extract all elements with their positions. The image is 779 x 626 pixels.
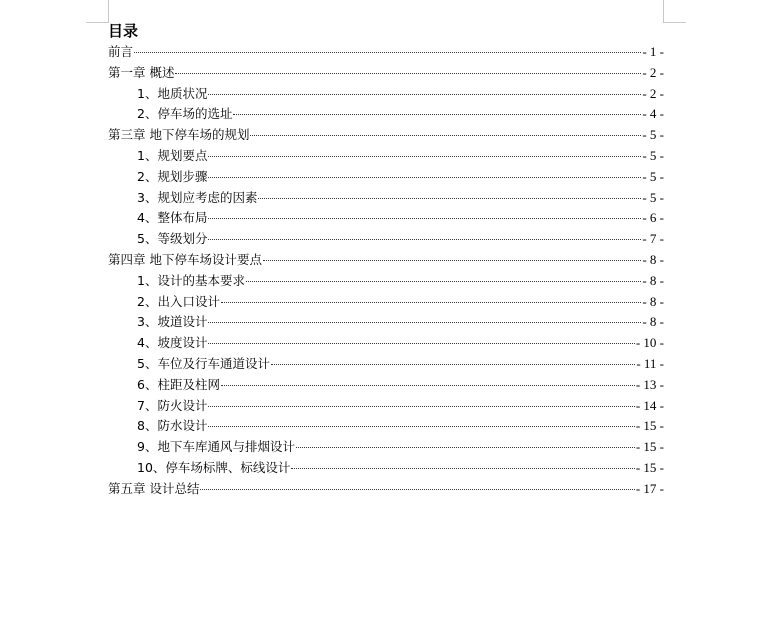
toc-entry-page-number: - 6 - xyxy=(642,210,664,226)
toc-entry-label: 2、停车场的选址 xyxy=(137,106,233,122)
toc-entry-section[interactable] xyxy=(108,84,664,105)
toc-entry-section[interactable] xyxy=(108,229,664,250)
toc-entry-page-number: - 5 - xyxy=(642,189,664,205)
dot-leader xyxy=(200,489,634,490)
dot-leader xyxy=(134,52,641,53)
dot-leader xyxy=(250,135,641,136)
toc-list xyxy=(108,42,664,500)
toc-entry-page-number: - 5 - xyxy=(642,147,664,163)
toc-entry-section[interactable] xyxy=(108,333,664,354)
toc-entry-label: 4、整体布局 xyxy=(137,210,208,226)
toc-entry-section[interactable] xyxy=(108,416,664,437)
toc-title: 目录 xyxy=(108,22,139,40)
toc-entry-page-number: - 2 - xyxy=(642,85,664,101)
toc-entry-label: 第一章 概述 xyxy=(108,64,175,80)
dot-leader xyxy=(221,385,635,386)
toc-entry-label: 3、规划应考虑的因素 xyxy=(137,189,258,205)
toc-entry-label: 前言 xyxy=(108,44,134,59)
toc-entry-label: 第四章 地下停车场设计要点 xyxy=(108,251,262,267)
toc-entry-page-number: - 8 - xyxy=(642,251,664,267)
toc-entry-page-number: - 1 - xyxy=(642,44,664,59)
dot-leader xyxy=(208,218,641,219)
toc-entry-label: 5、等级划分 xyxy=(137,231,208,247)
toc-entry-page-number: - 8 - xyxy=(642,293,664,309)
toc-entry-label: 4、坡度设计 xyxy=(137,335,208,351)
dot-leader xyxy=(258,198,641,199)
dot-leader xyxy=(208,426,634,427)
page-margin-corner-left xyxy=(86,0,109,23)
toc-entry-page-number: - 11 - xyxy=(636,355,664,371)
toc-entry-section[interactable] xyxy=(108,396,664,417)
toc-entry-section[interactable] xyxy=(108,188,664,209)
toc-entry-label: 10、停车场标牌、标线设计 xyxy=(137,459,291,475)
toc-entry-label: 第三章 地下停车场的规划 xyxy=(108,127,250,143)
toc-entry-label: 6、柱距及柱网 xyxy=(137,376,220,392)
toc-entry-chapter[interactable] xyxy=(108,479,664,500)
toc-entry-page-number: - 7 - xyxy=(642,231,664,247)
toc-entry-chapter[interactable] xyxy=(108,250,664,271)
toc-entry-page-number: - 15 - xyxy=(635,459,664,475)
toc-entry-page-number: - 14 - xyxy=(635,397,664,413)
toc-entry-section[interactable] xyxy=(108,208,664,229)
toc-entry-page-number: - 5 - xyxy=(642,168,664,184)
toc-entry-label: 1、地质状况 xyxy=(137,85,208,101)
dot-leader xyxy=(233,114,641,115)
dot-leader xyxy=(221,302,641,303)
toc-entry-section[interactable] xyxy=(108,312,664,333)
toc-entry-section[interactable] xyxy=(108,354,664,375)
toc-entry-label: 第五章 设计总结 xyxy=(108,480,200,496)
dot-leader xyxy=(208,322,641,323)
dot-leader xyxy=(208,177,641,178)
dot-leader xyxy=(208,239,641,240)
toc-entry-label: 3、坡道设计 xyxy=(137,314,208,330)
toc-entry-chapter[interactable] xyxy=(108,42,664,63)
toc-entry-page-number: - 10 - xyxy=(635,335,664,351)
dot-leader xyxy=(175,73,641,74)
dot-leader xyxy=(208,156,641,157)
toc-entry-label: 2、出入口设计 xyxy=(137,293,220,309)
toc-entry-section[interactable] xyxy=(108,437,664,458)
toc-entry-page-number: - 8 - xyxy=(642,272,664,288)
toc-entry-label: 1、设计的基本要求 xyxy=(137,272,245,288)
toc-entry-chapter[interactable] xyxy=(108,125,664,146)
toc-entry-label: 2、规划步骤 xyxy=(137,168,208,184)
dot-leader xyxy=(208,343,634,344)
toc-entry-page-number: - 15 - xyxy=(635,439,664,455)
dot-leader xyxy=(271,364,635,365)
dot-leader xyxy=(246,281,641,282)
toc-entry-page-number: - 4 - xyxy=(642,106,664,122)
page-margin-corner-right xyxy=(663,0,686,23)
toc-entry-label: 9、地下车库通风与排烟设计 xyxy=(137,439,295,455)
dot-leader xyxy=(208,406,634,407)
toc-entry-section[interactable] xyxy=(108,167,664,188)
toc-entry-section[interactable] xyxy=(108,146,664,167)
toc-entry-chapter[interactable] xyxy=(108,63,664,84)
toc-entry-label: 7、防火设计 xyxy=(137,397,208,413)
toc-entry-section[interactable] xyxy=(108,271,664,292)
toc-entry-section[interactable] xyxy=(108,292,664,313)
toc-entry-page-number: - 5 - xyxy=(642,127,664,143)
toc-entry-page-number: - 17 - xyxy=(635,480,664,496)
toc-entry-label: 5、车位及行车通道设计 xyxy=(137,355,270,371)
toc-entry-page-number: - 8 - xyxy=(642,314,664,330)
toc-entry-page-number: - 15 - xyxy=(635,418,664,434)
toc-entry-section[interactable] xyxy=(108,104,664,125)
toc-entry-section[interactable] xyxy=(108,458,664,479)
toc-entry-label: 1、规划要点 xyxy=(137,147,208,163)
dot-leader xyxy=(296,447,635,448)
dot-leader xyxy=(208,94,641,95)
toc-entry-page-number: - 13 - xyxy=(635,376,664,392)
dot-leader xyxy=(263,260,641,261)
toc-entry-label: 8、防水设计 xyxy=(137,418,208,434)
dot-leader xyxy=(291,468,634,469)
toc-entry-page-number: - 2 - xyxy=(642,64,664,80)
toc-entry-section[interactable] xyxy=(108,375,664,396)
